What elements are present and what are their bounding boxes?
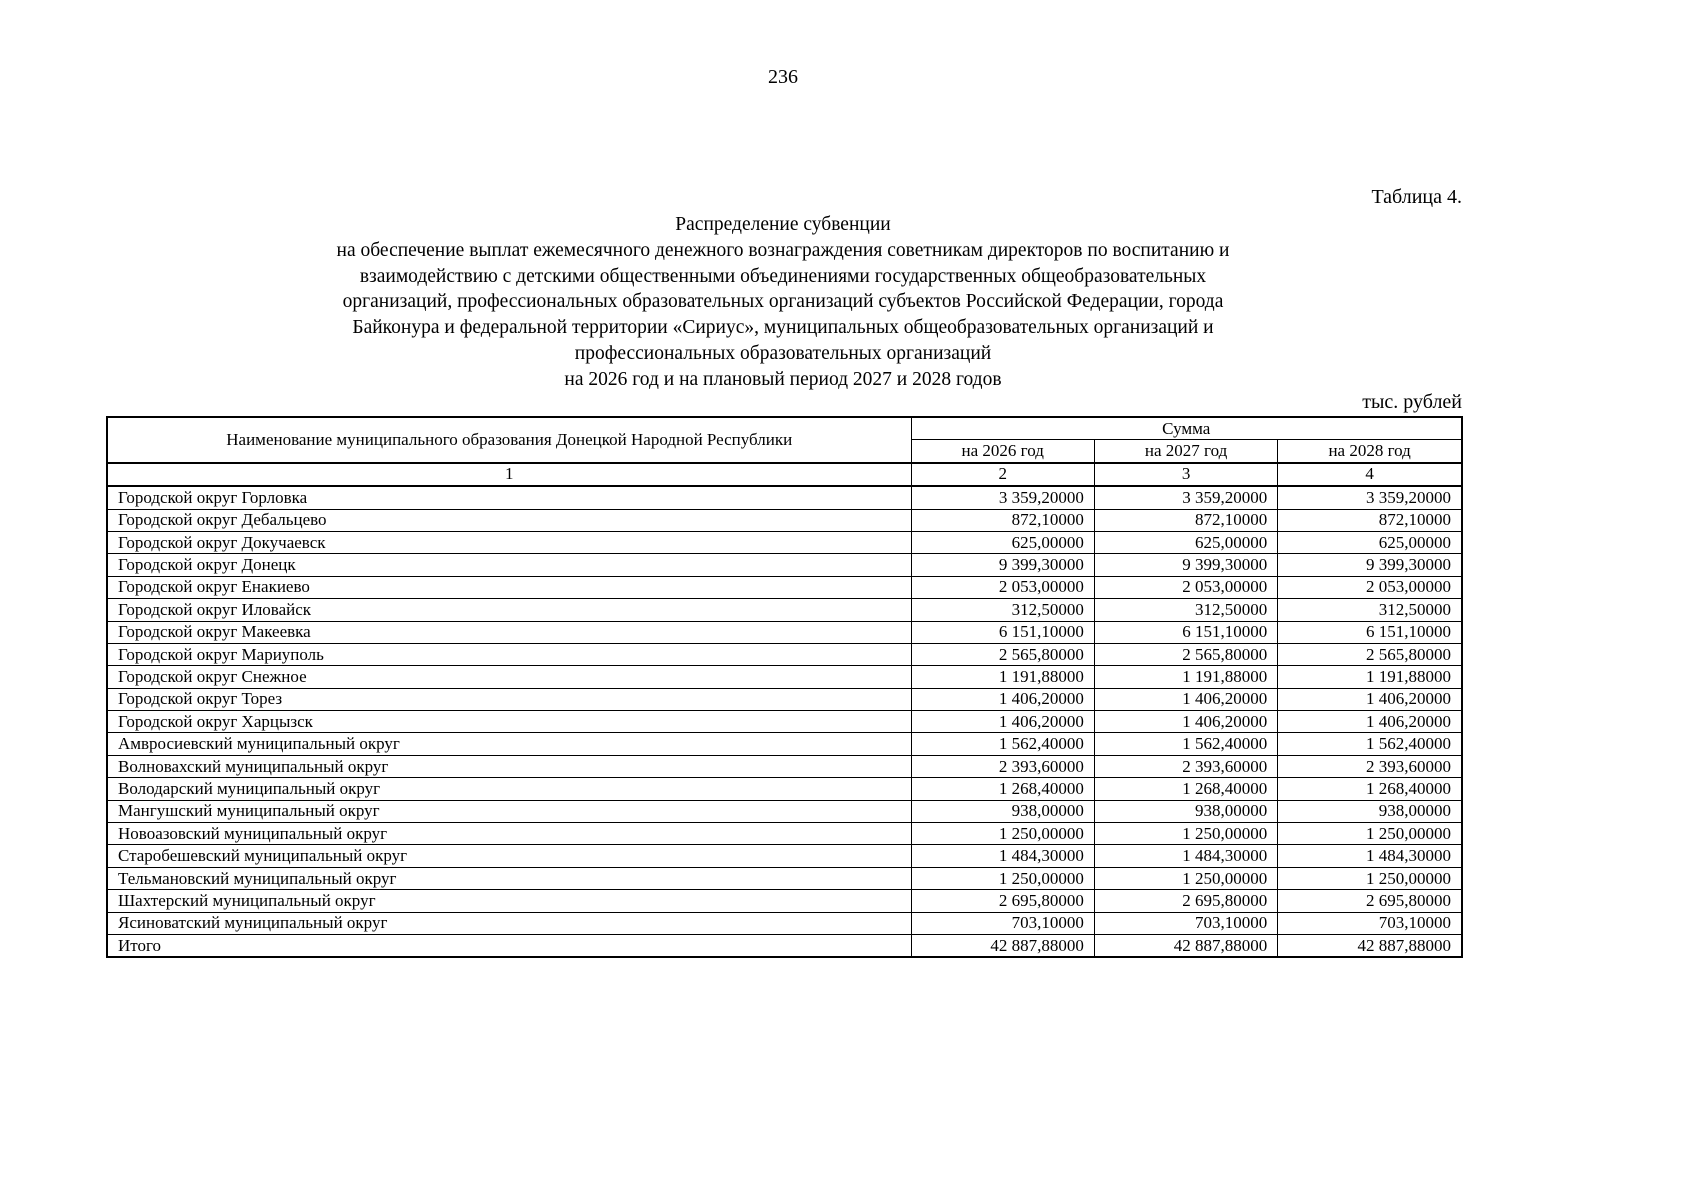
amount-cell: 2 565,80000 bbox=[1278, 643, 1462, 665]
amount-cell: 1 250,00000 bbox=[1094, 867, 1277, 889]
amount-cell: 1 406,20000 bbox=[911, 688, 1094, 710]
amount-cell: 938,00000 bbox=[911, 800, 1094, 822]
amount-cell: 2 393,60000 bbox=[1094, 755, 1277, 777]
amount-cell: 2 393,60000 bbox=[1278, 755, 1462, 777]
amount-cell: 2 393,60000 bbox=[911, 755, 1094, 777]
amount-cell: 2 695,80000 bbox=[1278, 890, 1462, 912]
title-line: Распределение субвенции bbox=[675, 214, 891, 235]
table-row bbox=[107, 554, 1462, 576]
amount-cell: 3 359,20000 bbox=[1278, 486, 1462, 509]
municipality-name: Городской округ Енакиево bbox=[107, 576, 911, 598]
amount-cell: 2 053,00000 bbox=[1278, 576, 1462, 598]
amount-cell: 2 053,00000 bbox=[1094, 576, 1277, 598]
amount-cell: 1 191,88000 bbox=[911, 666, 1094, 688]
amount-cell: 312,50000 bbox=[911, 599, 1094, 621]
amount-cell: 1 268,40000 bbox=[911, 778, 1094, 800]
amount-cell: 625,00000 bbox=[1094, 531, 1277, 553]
amount-cell: 938,00000 bbox=[1278, 800, 1462, 822]
title-line: организаций, профессиональных образовательных организаций субъектов Российской Федерации, города bbox=[342, 291, 1224, 313]
municipality-name: Тельмановский муниципальный округ bbox=[107, 867, 911, 889]
table-row bbox=[107, 666, 1462, 688]
table-row bbox=[107, 643, 1462, 665]
amount-cell: 872,10000 bbox=[911, 509, 1094, 531]
table-row bbox=[107, 845, 1462, 867]
column-number: 3 bbox=[1094, 463, 1277, 486]
amount-cell: 1 484,30000 bbox=[1278, 845, 1462, 867]
column-number: 2 bbox=[911, 463, 1094, 486]
amount-cell: 9 399,30000 bbox=[911, 554, 1094, 576]
table-row bbox=[107, 531, 1462, 553]
table-row bbox=[107, 823, 1462, 845]
amount-cell: 1 250,00000 bbox=[1278, 867, 1462, 889]
amount-cell: 2 695,80000 bbox=[1094, 890, 1277, 912]
amount-cell: 1 484,30000 bbox=[911, 845, 1094, 867]
amount-cell: 42 887,88000 bbox=[1094, 934, 1277, 957]
municipality-name: Ясиноватский муниципальный округ bbox=[107, 912, 911, 934]
amount-cell: 9 399,30000 bbox=[1278, 554, 1462, 576]
total-row bbox=[107, 934, 1462, 957]
amount-cell: 872,10000 bbox=[1094, 509, 1277, 531]
municipality-name: Городской округ Горловка bbox=[107, 486, 911, 509]
table-row bbox=[107, 733, 1462, 755]
amount-cell: 1 484,30000 bbox=[1094, 845, 1277, 867]
title-line: Байконура и федеральной территории «Сириус», муниципальных общеобразовательных организаций и bbox=[352, 317, 1214, 339]
table-row bbox=[107, 778, 1462, 800]
table-row bbox=[107, 486, 1462, 509]
amount-cell: 1 406,20000 bbox=[911, 711, 1094, 733]
header-sum: Сумма bbox=[911, 417, 1462, 440]
table-row bbox=[107, 890, 1462, 912]
amount-cell: 1 268,40000 bbox=[1094, 778, 1277, 800]
municipality-name: Волновахский муниципальный округ bbox=[107, 755, 911, 777]
amount-cell: 42 887,88000 bbox=[911, 934, 1094, 957]
amount-cell: 9 399,30000 bbox=[1094, 554, 1277, 576]
amount-cell: 1 406,20000 bbox=[1278, 711, 1462, 733]
amount-cell: 703,10000 bbox=[1278, 912, 1462, 934]
title-line: на обеспечение выплат ежемесячного денежного вознаграждения советникам директоров по воспитанию и bbox=[336, 239, 1230, 261]
amount-cell: 1 562,40000 bbox=[1278, 733, 1462, 755]
amount-cell: 1 406,20000 bbox=[1094, 711, 1277, 733]
table-row bbox=[107, 599, 1462, 621]
amount-cell: 872,10000 bbox=[1278, 509, 1462, 531]
table-row bbox=[107, 621, 1462, 643]
column-number: 1 bbox=[107, 463, 911, 486]
municipality-name: Городской округ Мариуполь bbox=[107, 643, 911, 665]
table-row bbox=[107, 912, 1462, 934]
municipality-name: Мангушский муниципальный округ bbox=[107, 800, 911, 822]
amount-cell: 6 151,10000 bbox=[1094, 621, 1277, 643]
header-year: на 2027 год bbox=[1094, 440, 1277, 463]
amount-cell: 1 191,88000 bbox=[1094, 666, 1277, 688]
table-row bbox=[107, 755, 1462, 777]
amount-cell: 1 191,88000 bbox=[1278, 666, 1462, 688]
amount-cell: 6 151,10000 bbox=[1278, 621, 1462, 643]
amount-cell: 42 887,88000 bbox=[1278, 934, 1462, 957]
amount-cell: 1 250,00000 bbox=[911, 823, 1094, 845]
subvention-table bbox=[106, 416, 1463, 958]
amount-cell: 625,00000 bbox=[911, 531, 1094, 553]
amount-cell: 2 565,80000 bbox=[1094, 643, 1277, 665]
table-row bbox=[107, 688, 1462, 710]
header-year: на 2028 год bbox=[1278, 440, 1462, 463]
municipality-name: Городской округ Харцызск bbox=[107, 711, 911, 733]
amount-cell: 625,00000 bbox=[1278, 531, 1462, 553]
amount-cell: 938,00000 bbox=[1094, 800, 1277, 822]
amount-cell: 6 151,10000 bbox=[911, 621, 1094, 643]
header-year: на 2026 год bbox=[911, 440, 1094, 463]
municipality-name: Городской округ Макеевка bbox=[107, 621, 911, 643]
amount-cell: 1 406,20000 bbox=[1278, 688, 1462, 710]
municipality-name: Амвросиевский муниципальный округ bbox=[107, 733, 911, 755]
table-row bbox=[107, 800, 1462, 822]
municipality-name: Итого bbox=[107, 934, 911, 957]
amount-cell: 1 268,40000 bbox=[1278, 778, 1462, 800]
table-row bbox=[107, 509, 1462, 531]
municipality-name: Шахтерский муниципальный округ bbox=[107, 890, 911, 912]
municipality-name: Городской округ Торез bbox=[107, 688, 911, 710]
title-line: взаимодействию с детскими общественными объединениями государственных общеобразовательных bbox=[359, 265, 1207, 287]
table-number: Таблица 4. bbox=[1371, 186, 1462, 208]
amount-cell: 1 562,40000 bbox=[911, 733, 1094, 755]
amount-cell: 703,10000 bbox=[911, 912, 1094, 934]
amount-cell: 1 406,20000 bbox=[1094, 688, 1277, 710]
document-title bbox=[0, 212, 1566, 393]
amount-cell: 2 695,80000 bbox=[911, 890, 1094, 912]
municipality-name: Городской округ Дебальцево bbox=[107, 509, 911, 531]
municipality-name: Володарский муниципальный округ bbox=[107, 778, 911, 800]
column-number: 4 bbox=[1278, 463, 1462, 486]
title-line: на 2026 год и на плановый период 2027 и 2028 годов bbox=[564, 368, 1002, 390]
title-line: профессиональных образовательных организаций bbox=[574, 342, 992, 364]
municipality-name: Городской округ Снежное bbox=[107, 666, 911, 688]
amount-cell: 2 053,00000 bbox=[911, 576, 1094, 598]
header-name: Наименование муниципального образования Донецкой Народной Республики bbox=[107, 417, 911, 463]
table-row bbox=[107, 711, 1462, 733]
amount-cell: 3 359,20000 bbox=[911, 486, 1094, 509]
amount-cell: 2 565,80000 bbox=[911, 643, 1094, 665]
table-row bbox=[107, 576, 1462, 598]
municipality-name: Городской округ Иловайск bbox=[107, 599, 911, 621]
unit-label: тыс. рублей bbox=[1362, 391, 1462, 413]
amount-cell: 312,50000 bbox=[1094, 599, 1277, 621]
municipality-name: Городской округ Докучаевск bbox=[107, 531, 911, 553]
municipality-name: Городской округ Донецк bbox=[107, 554, 911, 576]
municipality-name: Старобешевский муниципальный округ bbox=[107, 845, 911, 867]
amount-cell: 3 359,20000 bbox=[1094, 486, 1277, 509]
municipality-name: Новоазовский муниципальный округ bbox=[107, 823, 911, 845]
amount-cell: 1 250,00000 bbox=[1094, 823, 1277, 845]
amount-cell: 1 562,40000 bbox=[1094, 733, 1277, 755]
table-row bbox=[107, 867, 1462, 889]
amount-cell: 312,50000 bbox=[1278, 599, 1462, 621]
amount-cell: 1 250,00000 bbox=[1278, 823, 1462, 845]
page-number: 236 bbox=[768, 66, 798, 88]
amount-cell: 703,10000 bbox=[1094, 912, 1277, 934]
amount-cell: 1 250,00000 bbox=[911, 867, 1094, 889]
